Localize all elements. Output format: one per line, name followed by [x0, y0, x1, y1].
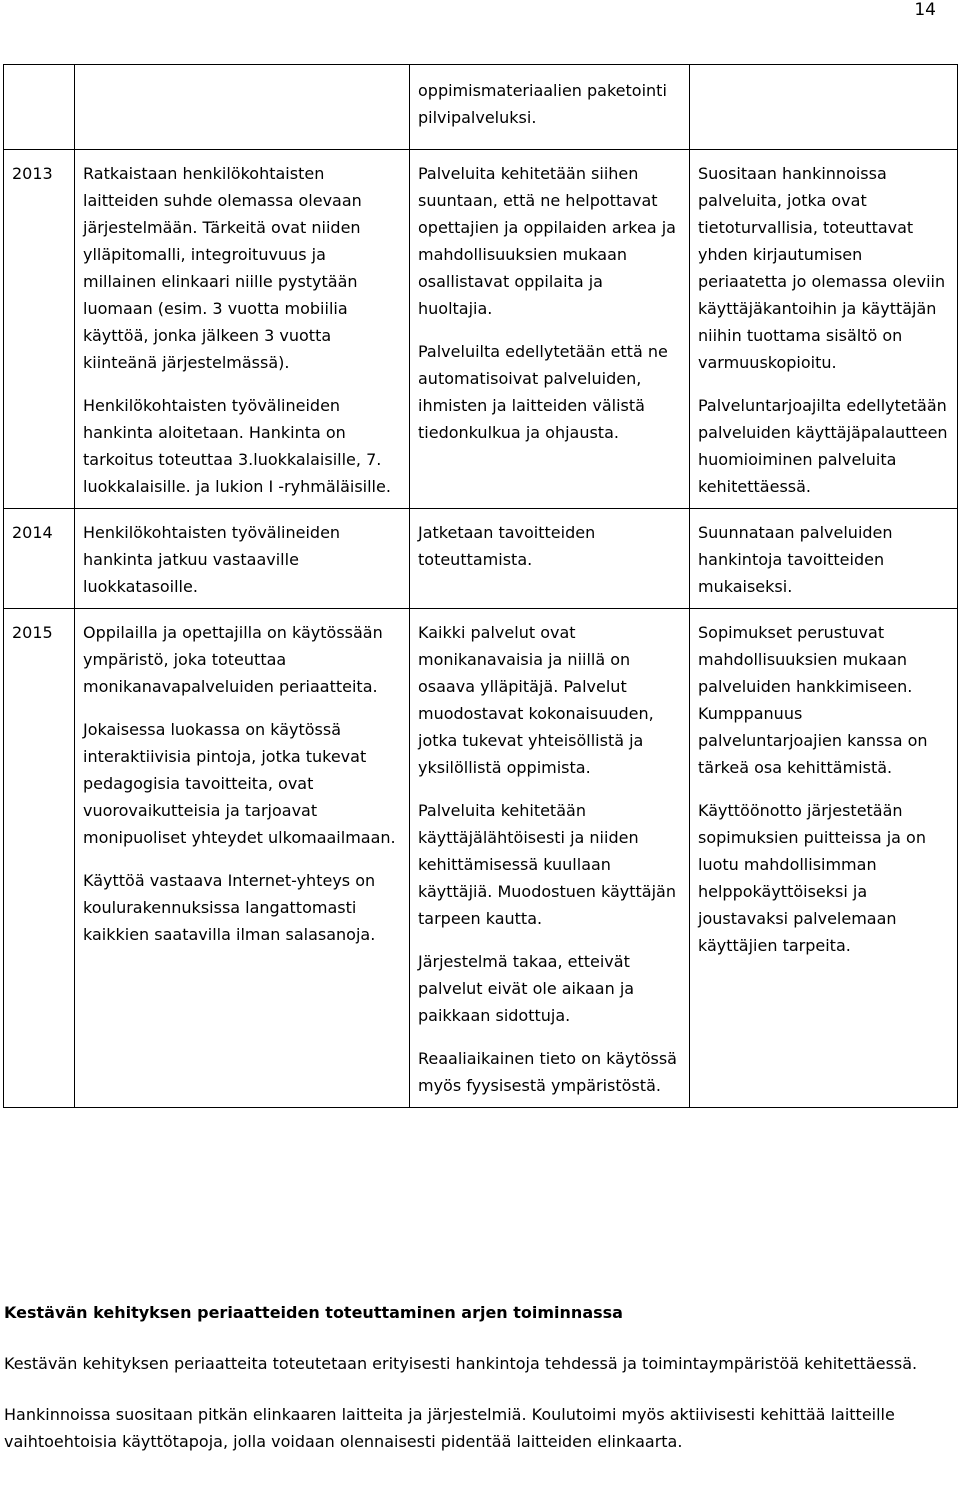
section-paragraph: Hankinnoissa suositaan pitkän elinkaaren laitteita ja järjestelmiä. Koulutoimi myös aktiivisesti kehittää laitteille vaihtoehtoisia käyttötapoja, jolla voidaan olennaisesti pidentää laitteiden elinkaarta.: [4, 1405, 895, 1451]
plan-table: [3, 64, 958, 1108]
cell-paragraph: Jokaisessa luokassa on käytössä interaktiivisia pintoja, jotka tukevat pedagogisia tavoitteita, ovat vuorovaikutteisia ja tarjoavat monipuoliset yhteydet ulkomaailmaan.: [83, 720, 396, 847]
cell-paragraph: oppimismateriaalien paketointi pilvipalveluksi.: [418, 81, 667, 127]
cell-paragraph: Käyttöä vastaava Internet-yhteys on koulurakennuksissa langattomasti kaikkien saatavilla ilman salasanoja.: [83, 871, 376, 944]
goal-cell: [75, 150, 410, 509]
year-cell: 2014: [4, 509, 75, 609]
table-row: [4, 65, 958, 150]
cell-paragraph: Oppilailla ja opettajilla on käytössään ympäristö, joka toteuttaa monikanavapalveluiden periaatteita.: [83, 623, 383, 696]
service-cell: [410, 65, 690, 150]
sustainability-section: [4, 1299, 954, 1479]
procurement-cell: [690, 150, 958, 509]
procurement-cell: [690, 65, 958, 150]
cell-paragraph: Sopimukset perustuvat mahdollisuuksien mukaan palveluiden hankkimiseen. Kumppanuus palveluntarjoajien kanssa on tärkeä osa kehittämistä.: [698, 623, 928, 777]
year-cell: 2013: [4, 150, 75, 509]
section-paragraph: Kestävän kehityksen periaatteita toteutetaan erityisesti hankintoja tehdessä ja toimintaympäristöä kehitettäessä.: [4, 1354, 918, 1373]
cell-paragraph: Ratkaistaan henkilökohtaisten laitteiden suhde olemassa olevaan järjestelmään. Tärkeitä ovat niiden ylläpitomalli, integroituvuus ja millainen elinkaari niille pystytään luomaan (esim. 3 vuotta mobiilia käyttöä, jonka jälkeen 3 vuotta kiinteänä järjestelmässä).: [83, 164, 362, 372]
goal-cell: [75, 609, 410, 1108]
cell-paragraph: Reaaliaikainen tieto on käytössä myös fyysisestä ympäristöstä.: [418, 1049, 677, 1095]
table-row: [4, 509, 958, 609]
cell-paragraph: Palveluntarjoajilta edellytetään palveluiden käyttäjäpalautteen huomioiminen palveluita kehitettäessä.: [698, 396, 948, 496]
cell-paragraph: Käyttöönotto järjestetään sopimuksien puitteissa ja on luotu mahdollisimman helppokäyttöiseksi ja joustavaksi palvelemaan käyttäjien tarpeita.: [698, 801, 926, 955]
table-row: [4, 150, 958, 509]
cell-paragraph: Suositaan hankinnoissa palveluita, jotka ovat tietoturvallisia, toteuttavat yhden kirjautumisen periaatetta jo olemassa oleviin käyttäjäkantoihin ja käyttäjän niihin tuottama sisältö on varmuuskopioitu.: [698, 164, 946, 372]
table-row: [4, 609, 958, 1108]
cell-paragraph: Jatketaan tavoitteiden toteuttamista.: [418, 523, 596, 569]
cell-paragraph: Palveluilta edellytetään että ne automatisoivat palveluiden, ihmisten ja laitteiden välistä tiedonkulkua ja ohjausta.: [418, 342, 668, 442]
service-cell: [410, 509, 690, 609]
procurement-cell: [690, 509, 958, 609]
page-number: 14: [914, 0, 936, 20]
service-cell: [410, 609, 690, 1108]
goal-cell: [75, 509, 410, 609]
cell-paragraph: Kaikki palvelut ovat monikanavaisia ja niillä on osaava ylläpitäjä. Palvelut muodostavat kokonaisuuden, jotka tukevat yhteisöllistä ja yksilöllistä oppimista.: [418, 623, 654, 777]
goal-cell: [75, 65, 410, 150]
cell-paragraph: Palveluita kehitetään siihen suuntaan, että ne helpottavat opettajien ja oppilaiden arkea ja mahdollisuuksien mukaan osallistavat oppilaita ja huoltajia.: [418, 164, 676, 318]
cell-paragraph: Järjestelmä takaa, etteivät palvelut eivät ole aikaan ja paikkaan sidottuja.: [418, 952, 635, 1025]
procurement-cell: [690, 609, 958, 1108]
service-cell: [410, 150, 690, 509]
cell-paragraph: Henkilökohtaisten työvälineiden hankinta aloitetaan. Hankinta on tarkoitus toteuttaa 3.luokkalaisille, 7. luokkalaisille. ja lukion I -ryhmäläisille.: [83, 396, 391, 496]
year-cell: [4, 65, 75, 150]
cell-paragraph: Suunnataan palveluiden hankintoja tavoitteiden mukaiseksi.: [698, 523, 893, 596]
cell-paragraph: Palveluita kehitetään käyttäjälähtöisesti ja niiden kehittämisessä kuullaan käyttäjiä. Muodostuen käyttäjän tarpeen kautta.: [418, 801, 676, 928]
year-cell: 2015: [4, 609, 75, 1108]
section-heading: Kestävän kehityksen periaatteiden toteuttaminen arjen toiminnassa: [4, 1303, 623, 1322]
cell-paragraph: Henkilökohtaisten työvälineiden hankinta jatkuu vastaaville luokkatasoille.: [83, 523, 341, 596]
